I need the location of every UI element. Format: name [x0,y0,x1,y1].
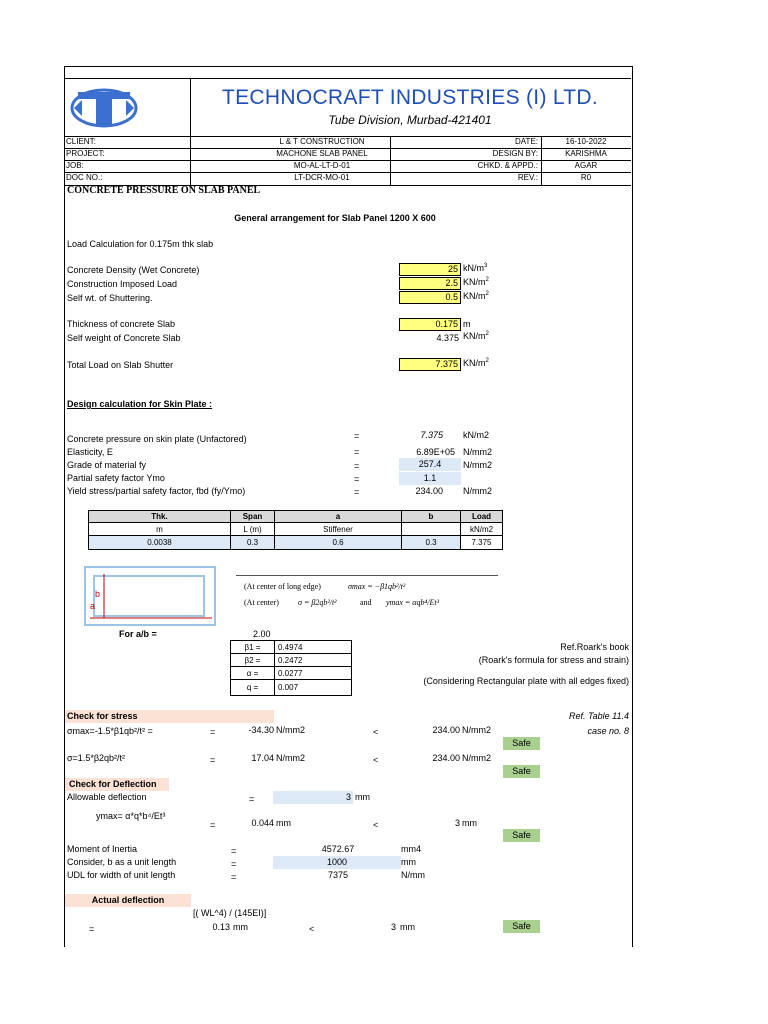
frame-divider [64,78,631,79]
sw-concrete-label: Self weight of Concrete Slab [67,333,181,343]
formula-2: σ = β2qb²/t² [298,598,337,607]
pressure-unit: kN/m2 [463,430,490,440]
udl-label: UDL for width of unit length [67,870,176,880]
sw-concrete-unit: $KN/m^2$ [463,331,489,341]
rev-value: R0 [580,173,592,182]
s-unit: N/mm2 [276,753,305,763]
td-a[interactable]: 0.6 [274,535,402,550]
unit-length-eq: = [231,859,237,869]
smax-label: σmax=-1.5*β1qb²/t² = [67,726,153,736]
s-eq: = [210,755,216,765]
thickness-value[interactable]: 0.175 [399,318,461,331]
density-value[interactable]: 25 [399,263,461,276]
yield-value: 234.00 [415,486,443,496]
td-load: 7.375 [460,535,503,550]
checked-label: CHKD. & APPD.: [477,161,538,170]
unit-length-unit: mm [401,857,416,867]
s-allowable-unit: N/mm2 [462,753,491,763]
yield-label: Yield stress/partial safety factor, fbd (fy/Ymo) [67,486,246,496]
date-value: 16-10-2022 [565,137,607,146]
smax-allowable-unit: N/mm2 [462,725,491,735]
formula-and: and [360,598,372,607]
unit-length-label: Consider, b as a unit length [67,857,177,867]
total-load-value[interactable]: 7.375 [399,358,461,371]
beta1-label: β1 = [230,640,275,654]
psf-label: Partial safety factor Ymo [67,473,165,483]
udl-eq: = [231,872,237,882]
formula-rule [236,575,498,576]
doc-label: DOC NO.: [66,173,103,182]
smax-status-badge: Safe [503,737,540,750]
ref-roark-formula: (Roark's formula for stress and strain) [478,655,629,665]
tu-span: L (m) [230,522,275,536]
allow-defl-value: 3 [345,792,351,802]
client-value: L & T CONSTRUCTION [279,137,365,146]
imposed-label: Construction Imposed Load [67,279,178,289]
design-by-label: DESIGN BY: [492,149,538,158]
stress-title: Check for stress [65,710,274,723]
deflection-title: Check for Deflection [65,778,169,791]
stress-ref-table: Ref. Table 11.4 [568,711,629,721]
smax-value: -34.30 [248,725,274,735]
density-label: Concrete Density (Wet Concrete) [67,265,200,275]
grade-value[interactable]: 257.4 [399,458,461,471]
smax-compare: < [373,727,379,737]
ga-title: General arrangement for Slab Panel 1200 X 600 [234,213,436,223]
grade-unit: N/mm2 [463,460,492,470]
ymax-value: 0.044 [251,818,274,828]
moi-value: 4572.67 [321,844,355,854]
smax-allowable: 234.00 [432,725,460,735]
yield-unit: N/mm2 [463,486,492,496]
pressure-label: Concrete pressure on skin plate (Unfactored) [67,434,247,444]
design-by-value: KARISHMA [565,149,607,158]
grade-eq: = [354,461,360,471]
thickness-label: Thickness of concrete Slab [67,319,176,329]
q-label: q = [230,679,275,696]
elasticity-label: Elasticity, E [67,447,113,457]
ymax-eq: = [210,820,216,830]
rev-label: REV.: [517,173,538,182]
ymax-allowable: 3 [454,818,460,828]
smax-eq: = [210,727,216,737]
ymax-status-badge: Safe [503,829,540,842]
psf-value[interactable]: 1.1 [399,472,461,485]
actual-unit: mm [233,922,248,932]
udl-value: 7375 [327,870,349,880]
moi-unit: mm4 [401,844,421,854]
ymax-allowable-unit: mm [462,818,477,828]
alpha-label: α = [230,666,275,680]
allow-defl-unit: mm [355,792,370,802]
sw-concrete-value: 4.375 [436,333,459,343]
design-title: Design calculation for Skin Plate : [67,399,213,409]
s-allowable: 234.00 [432,753,460,763]
density-unit: $kN/m^3$ [463,263,488,273]
thickness-unit: m [463,319,471,329]
udl-unit: N/mm [401,870,425,880]
th-load: Load [460,510,503,523]
tu-thk: m [88,522,231,536]
td-span[interactable]: 0.3 [230,535,275,550]
beta2-label: β2 = [230,653,275,667]
beta2-value: 0.2472 [274,653,352,667]
moi-eq: = [231,846,237,856]
selfwt-unit: $KN/m^2$ [463,291,489,301]
date-label: DATE: [515,137,538,146]
job-label: JOB: [66,161,84,170]
formula-1: σmax = −β1qb²/t² [348,582,406,591]
s-label: σ=1.5*β2qb²/t² [67,753,126,763]
formula-1-prefix: (At center of long edge) [244,582,321,591]
selfwt-label: Self wt. of Shuttering. [67,293,153,303]
project-label: PROJECT: [66,149,105,158]
company-logo [68,80,188,136]
load-calc-title: Load Calculation for 0.175m thk slab [67,239,214,249]
unit-length-value[interactable]: 1000 [273,856,401,869]
ymax-unit: mm [276,818,291,828]
diagram-b-label: b [95,589,101,599]
th-a: a [274,510,402,523]
s-value: 17.04 [251,753,274,763]
allow-defl-eq: = [249,794,255,804]
yield-eq: = [354,487,360,497]
section-title: CONCRETE PRESSURE ON SLAB PANEL [67,185,261,196]
formula-3: ymax = αqb⁴/Et³ [386,598,439,607]
project-value: MACHONE SLAB PANEL [276,149,368,158]
s-status-badge: Safe [503,765,540,778]
actual-allowable: 3 [390,922,396,932]
diagram-a-label: a [90,601,96,611]
selfwt-value[interactable]: 0.5 [399,291,461,304]
doc-value: LT-DCR-MO-01 [294,173,350,182]
ymax-compare: < [373,820,379,830]
actual-deflection-title: Actual deflection [65,894,191,907]
th-b: b [401,510,461,523]
td-thk[interactable]: 0.0038 [88,535,231,550]
actual-value: 0.13 [212,922,230,932]
actual-status-badge: Safe [503,920,540,933]
imposed-value[interactable]: 2.5 [399,277,461,290]
elasticity-unit: N/mm2 [463,447,492,457]
actual-formula: [( WL^4) / (145EI)] [193,908,267,918]
ymax-label: ymax= α*q*b⁴/Et³ [96,811,166,821]
allow-defl-label: Allowable deflection [67,792,147,802]
beta1-value: 0.4974 [274,640,352,654]
plate-diagram [84,566,216,626]
tu-load: kN/m2 [460,522,503,536]
moi-label: Moment of Inertia [67,844,138,854]
total-load-label: Total Load on Slab Shutter [67,360,174,370]
ref-edges: (Considering Rectangular plate with all edges fixed) [423,676,629,686]
company-division: Tube Division, Murbad-421401 [328,113,492,127]
q-value: 0.007 [274,679,352,696]
total-load-unit: $KN/m^2$ [463,358,489,368]
checked-value: AGAR [574,161,598,170]
ratio-value: 2.00 [253,629,271,639]
actual-allowable-unit: mm [400,922,415,932]
actual-compare: < [309,924,315,934]
job-value: MO-AL-LT-D-01 [293,161,351,170]
stress-case: case no. 8 [587,726,629,736]
actual-eq: = [89,924,95,934]
elasticity-value: 6.89E+05 [416,447,455,457]
elasticity-eq: = [354,447,360,457]
tu-b [401,522,461,536]
tu-a: Stiffener [274,522,402,536]
company-name: TECHNOCRAFT INDUSTRIES (I) LTD. [221,86,599,109]
th-thk: Thk. [88,510,231,523]
ratio-label: For a/b = [119,629,157,639]
ref-roark: Ref.Roark's book [560,642,629,652]
pressure-eq: = [354,431,360,441]
grade-label: Grade of material fy [67,460,147,470]
s-compare: < [373,755,379,765]
th-span: Span [230,510,275,523]
formula-2-prefix: (At center) [244,598,279,607]
client-label: CLIENT: [66,137,96,146]
alpha-value: 0.0277 [274,666,352,680]
smax-unit: N/mm2 [276,725,305,735]
imposed-unit: $KN/m^2$ [463,277,489,287]
pressure-value: 7.375 [420,430,443,440]
td-b[interactable]: 0.3 [401,535,461,550]
psf-eq: = [354,474,360,484]
